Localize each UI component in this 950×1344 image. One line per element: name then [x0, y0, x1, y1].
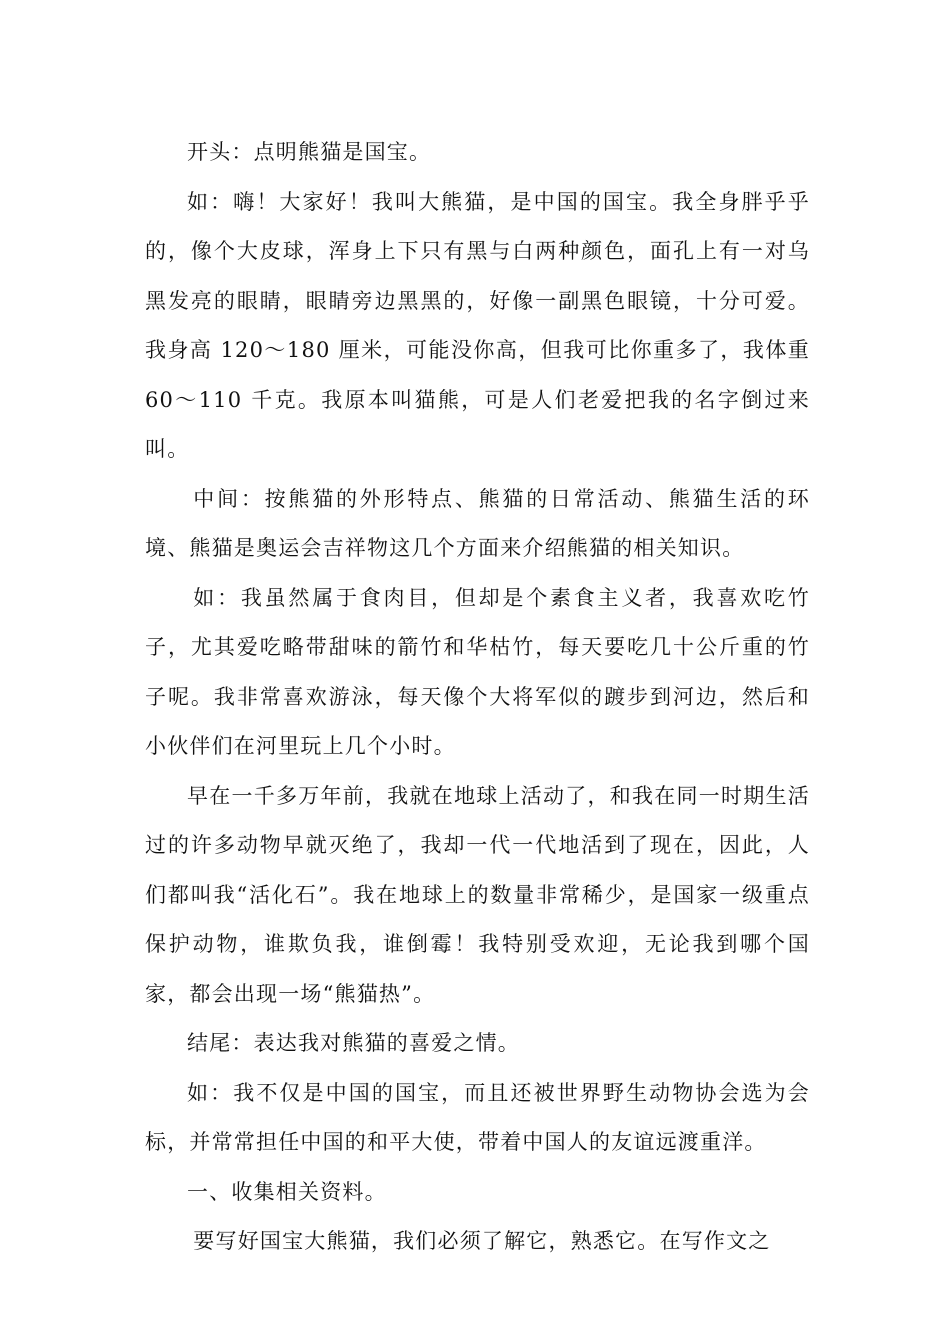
paragraph-ending-heading: 结尾：表达我对熊猫的喜爱之情。 — [187, 1031, 520, 1055]
paragraph-section-one-body: 要写好国宝大熊猫，我们必须了解它，熟悉它。在写作文之 — [193, 1229, 771, 1253]
paragraph-middle-example: 如：我虽然属于食肉目，但却是个素食主义者，我喜欢吃竹子，尤其爱吃略带甜味的箭竹和华枯竹，每天要吃几十公斤重的竹子呢。我非常喜欢游泳，每天像个大将军似的踱步到河边，然后和小伙伴们在河里玩上几个小时。 — [145, 585, 810, 758]
paragraph-section-one-heading: 一、收集相关资料。 — [187, 1179, 387, 1204]
paragraph-ending-example: 如：我不仅是中国的国宝，而且还被世界野生动物协会选为会标，并常常担任中国的和平大使，带着中国人的友谊远渡重洋。 — [145, 1080, 810, 1154]
paragraph-middle-heading: 中间：按熊猫的外形特点、熊猫的日常活动、熊猫生活的环境、熊猫是奥运会吉祥物这几个方面来介绍熊猫的相关知识。 — [145, 486, 810, 560]
paragraph-opening-example: 如：嗨！大家好！我叫大熊猫，是中国的国宝。我全身胖乎乎的，像个大皮球，浑身上下只有黑与白两种颜色，面孔上有一对乌黑发亮的眼睛，眼睛旁边黑黑的，好像一副黑色眼镜，十分可爱。我身高 120～180 厘米，可能没你高，但我可比你重多了，我体重 60～110 千克。我原本叫猫熊，可是人们老爱把我的名字倒过来叫。 — [145, 189, 810, 461]
paragraph-living-fossil: 早在一千多万年前，我就在地球上活动了，和我在同一时期生活过的许多动物早就灭绝了，我却一代一代地活到了现在，因此，人们都叫我“活化石”。我在地球上的数量非常稀少，是国家一级重点保护动物，谁欺负我，谁倒霉！我特别受欢迎，无论我到哪个国家，都会出现一场“熊猫热”。 — [145, 783, 810, 1006]
document-body — [145, 128, 810, 1267]
paragraph-opening-heading: 开头：点明熊猫是国宝。 — [187, 140, 432, 164]
